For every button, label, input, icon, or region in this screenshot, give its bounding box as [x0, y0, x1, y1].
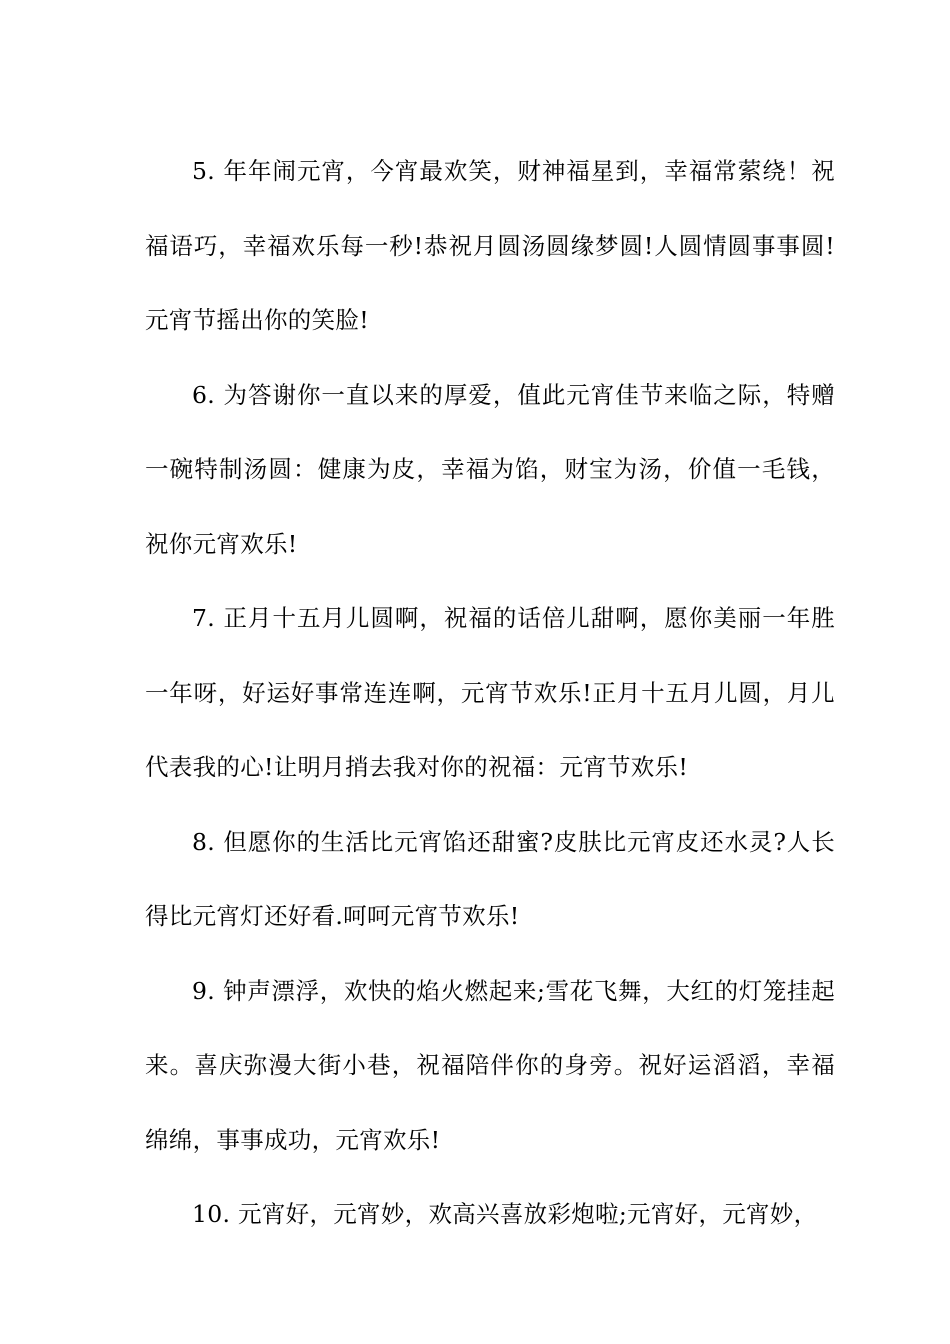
paragraph-10 [145, 1177, 835, 1252]
paragraph-9 [145, 954, 835, 1178]
paragraph-7-text: 7. 正月十五月儿圆啊，祝福的话倍儿甜啊，愿你美丽一年胜一年呀，好运好事常连连啊，元宵节欢乐!正月十五月儿圆，月儿代表我的心!让明月捎去我对你的祝福：元宵节欢乐! [145, 604, 835, 781]
document-body [145, 134, 835, 1252]
paragraph-8-text: 8. 但愿你的生活比元宵馅还甜蜜?皮肤比元宵皮还水灵?人长得比元宵灯还好看.呵呵元宵节欢乐! [145, 827, 835, 930]
paragraph-8 [145, 805, 835, 954]
paragraph-5-text: 5. 年年闹元宵，今宵最欢笑，财神福星到，幸福常萦绕！祝福语巧，幸福欢乐每一秒!恭祝月圆汤圆缘梦圆!人圆情圆事事圆!元宵节摇出你的笑脸! [145, 157, 835, 334]
paragraph-6-text: 6. 为答谢你一直以来的厚爱，值此元宵佳节来临之际，特赠一碗特制汤圆：健康为皮，幸福为馅，财宝为汤，价值一毛钱，祝你元宵欢乐! [145, 380, 835, 558]
paragraph-5 [145, 134, 835, 358]
paragraph-7 [145, 581, 835, 805]
paragraph-6 [145, 358, 835, 582]
paragraph-10-text: 10. 元宵好，元宵妙，欢高兴喜放彩炮啦;元宵好，元宵妙， [192, 1200, 818, 1228]
paragraph-9-text: 9. 钟声漂浮，欢快的焰火燃起来;雪花飞舞，大红的灯笼挂起来。喜庆弥漫大街小巷，祝福陪伴你的身旁。祝好运滔滔，幸福绵绵，事事成功，元宵欢乐! [145, 976, 835, 1154]
